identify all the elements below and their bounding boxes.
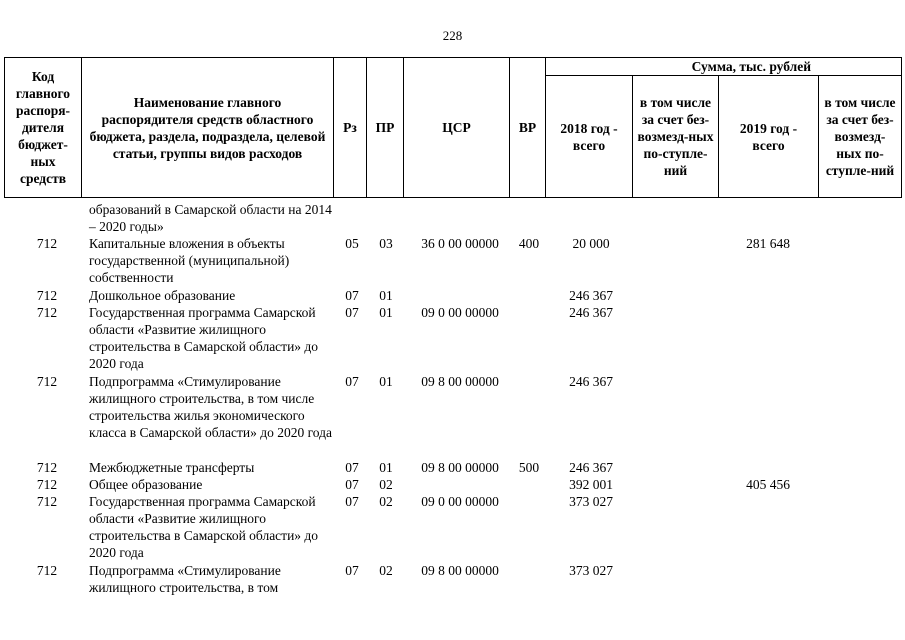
- row-name: Капитальные вложения в объекты государственной (муниципальной) собственности: [89, 236, 290, 285]
- row-name: Государственная программа Самарской области «Развитие жилищного строительства в Самарской области» до 2020 года: [89, 305, 319, 371]
- row-code: 712: [36, 374, 58, 389]
- row-code: 712: [36, 460, 58, 475]
- row-csr: 09 0 00 00000: [421, 305, 499, 320]
- header-pr: ПР: [366, 57, 404, 198]
- header-sum-group: Сумма, тыс. рублей: [545, 57, 902, 76]
- header-csr: ЦСР: [403, 57, 510, 198]
- row-sum-2018: 246 367: [569, 460, 613, 475]
- row-code: 712: [36, 563, 58, 578]
- row-pr: 01: [379, 288, 393, 303]
- header-name: Наименование главного распорядителя средств областного бюджета, раздела, подраздела, целевой статьи, группы видов расходов: [81, 57, 334, 198]
- row-sum-2018: 392 001: [569, 477, 613, 492]
- row-code: 712: [36, 494, 58, 509]
- row-sum-2018: 246 367: [569, 374, 613, 389]
- row-code: 712: [36, 477, 58, 492]
- row-pr: 01: [379, 305, 393, 320]
- row-name: Межбюджетные трансферты: [89, 460, 255, 475]
- row-pr: 03: [379, 236, 393, 251]
- row-pr: 02: [379, 563, 393, 578]
- row-code: 712: [36, 305, 58, 320]
- header-2018-free: в том числе за счет без-возмезд-ных по-ступле-ний: [632, 75, 719, 198]
- header-vr: ВР: [509, 57, 546, 198]
- row-csr: 36 0 00 00000: [421, 236, 499, 251]
- row-pr: 02: [379, 477, 393, 492]
- row-name: Подпрограмма «Стимулирование жилищного строительства, в том числе строительства жилья экономического класса в Самарской области» до 2020 года: [89, 374, 332, 440]
- row-sum-2018: 246 367: [569, 305, 613, 320]
- row-vr: 500: [518, 460, 540, 475]
- page-number: 228: [442, 28, 463, 43]
- row-pr: 01: [379, 374, 393, 389]
- header-code: Код главного распоря-дителя бюджет-ных средств: [4, 57, 82, 198]
- row-rz: 07: [345, 563, 359, 578]
- row-sum-2018: 20 000: [572, 236, 610, 251]
- row-rz: 07: [345, 288, 359, 303]
- row-code: 712: [36, 236, 58, 251]
- row-rz: 07: [345, 477, 359, 492]
- row-csr: 09 8 00 00000: [421, 374, 499, 389]
- row-name: образований в Самарской области на 2014 – 2020 годы»: [89, 202, 332, 234]
- row-rz: 05: [345, 236, 359, 251]
- row-rz: 07: [345, 305, 359, 320]
- row-rz: 07: [345, 374, 359, 389]
- row-vr: 400: [518, 236, 540, 251]
- row-rz: 07: [345, 460, 359, 475]
- row-name: Общее образование: [89, 477, 203, 492]
- row-code: 712: [36, 288, 58, 303]
- row-csr: 09 8 00 00000: [421, 563, 499, 578]
- row-csr: 09 8 00 00000: [421, 460, 499, 475]
- row-sum-2019: 281 648: [746, 236, 790, 251]
- header-rz: Рз: [333, 57, 367, 198]
- row-name: Государственная программа Самарской области «Развитие жилищного строительства в Самарской области» до 2020 года: [89, 494, 319, 560]
- header-2019-free: в том числе за счет без-возмезд-ных по-ступле-ний: [818, 75, 902, 198]
- header-2019-total: 2019 год - всего: [718, 75, 819, 198]
- row-sum-2018: 373 027: [569, 563, 613, 578]
- row-pr: 02: [379, 494, 393, 509]
- row-sum-2018: 246 367: [569, 288, 613, 303]
- row-sum-2019: 405 456: [746, 477, 790, 492]
- row-sum-2018: 373 027: [569, 494, 613, 509]
- row-pr: 01: [379, 460, 393, 475]
- row-name: Подпрограмма «Стимулирование жилищного строительства, в том: [89, 563, 281, 595]
- header-2018-total: 2018 год - всего: [545, 75, 633, 198]
- row-name: Дошкольное образование: [89, 288, 236, 303]
- row-csr: 09 0 00 00000: [421, 494, 499, 509]
- row-rz: 07: [345, 494, 359, 509]
